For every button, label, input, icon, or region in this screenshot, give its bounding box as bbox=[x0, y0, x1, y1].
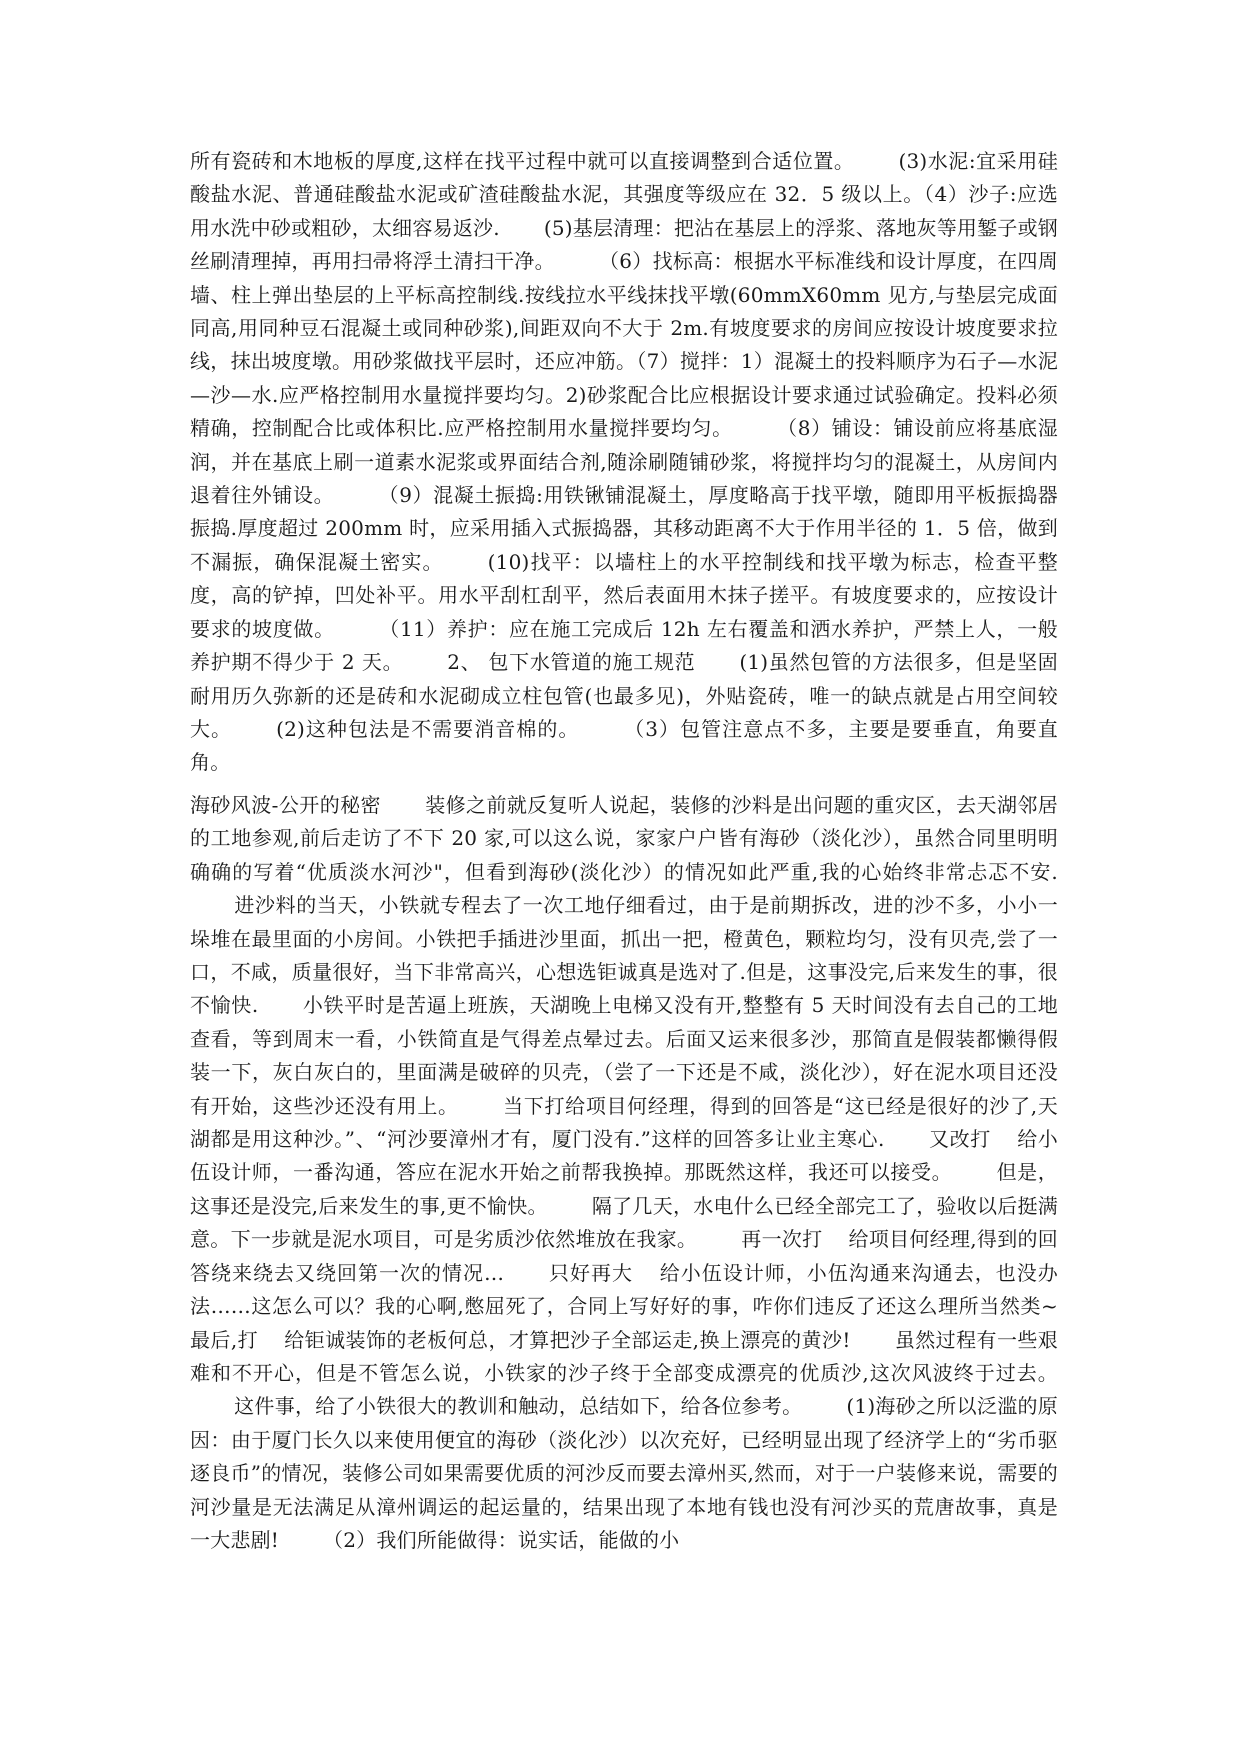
text-segment: 进沙料的当天，小铁就专程去了一次工地仔细看过，由于是前期拆改，进的沙不多，小小一垛堆在最里面的小房间。小铁把手插进沙里面，抓出一把，橙黄色，颗粒均匀，没有贝壳,尝了一口，不咸，质量很好，当下非常高兴，心想选钜诚真是选对了.但是，这事没完,后来发生的事，很不愉快. bbox=[190, 893, 1058, 1018]
text-segment: (3)水泥:宜采用硅酸盐水泥、普通硅酸盐水泥或矿渣硅酸盐水泥，其强度等级应在 32．5 级以上。（4）沙子:应选用水洗中砂或粗砂，太细容易返沙. bbox=[190, 149, 1058, 240]
text-segment: （3）包管注意点不多，主要是要垂直，角要直角。 bbox=[190, 716, 1058, 775]
text-segment: 隔了几天，水电什么已经全部完工了，验收以后挺满意。下一步就是泥水项目，可是劣质沙依然堆放在我家。 bbox=[190, 1193, 1059, 1252]
text-segment: （8）铺设：铺设前应将基底湿润，并在基底上刷一道素水泥浆或界面结合剂,随涂刷随铺砂浆，将搅拌均匀的混凝土，从房间内退着往外铺设。 bbox=[190, 416, 1058, 508]
text-segment: 给小伍设计师，小伍沟通来沟通去，也没办法……这怎么可以？我的心啊,憋屈死了，合同上写好好的事，咋你们违反了还这么理所当然类~最后,打 bbox=[190, 1260, 1058, 1352]
text-segment: （6）找标高：根据水平标准线和设计厚度，在四周墙、柱上弹出垫层的上平标高控制线.按线拉水平线抹找平墩(60mmX60mm 见方,与垫层完成面同高,用同种豆石混凝土或同种砂浆),间距双向不大于 2m.有坡度要求的房间应按设计坡度要求拉线，抹出坡度墩。用砂浆做找平层时，还应冲筋。（7）搅拌：1）混凝土的投料顺序为石子—水泥—沙—水.应严格控制用水量搅拌要均匀。2)砂浆配合比应根据设计要求通过试验确定。投料必须精确，控制配合比或体积比.应严格控制用水量搅拌要均匀。 bbox=[190, 249, 1058, 441]
text-segment: 小铁平时是苦逼上班族，天湖晚上电梯又没有开,整整有 5 天时间没有去自己的工地查看，等到周末一看，小铁简直是气得差点晕过去。后面又运来很多沙，那简直是假装都懒得假装一下，灰白灰白的，里面满是破碎的贝壳，（尝了一下还是不咸，淡化沙），好在泥水项目还没有开始，这些沙还没有用上。 bbox=[190, 993, 1058, 1118]
text-segment: 装修之前就反复听人说起，装修的沙料是出问题的重灾区，去天湖邻居的工地参观,前后走访了不下 20 家,可以这么说，家家户户皆有海砂（淡化沙），虽然合同里明明确确的写着“优质淡水河沙"，但看到海砂(淡化沙）的情况如此严重,我的心始终非常忐忑不安. bbox=[190, 793, 1058, 884]
text-segment: 给项目何经理,得到的回答绕来绕去又绕回第一次的情况… bbox=[190, 1227, 1058, 1285]
text-segment: 但是，这事还是没完,后来发生的事,更不愉快。 bbox=[190, 1160, 1058, 1218]
sea-sand-story-paragraph bbox=[190, 789, 1058, 1557]
text-segment: (1)虽然包管的方法很多，但是坚固耐用历久弥新的还是砖和水泥砌成立柱包管(也最多见)，外贴瓷砖，唯一的缺点就是占用空间较大。 bbox=[190, 650, 1058, 741]
text-segment: 只好再大 bbox=[548, 1260, 633, 1285]
text-segment: （2）我们所能做得：说实话，能做的小 bbox=[323, 1527, 680, 1552]
text-segment: 再一次打 bbox=[741, 1227, 823, 1252]
text-segment: (5)基层清理：把沾在基层上的浮浆、落地灰等用錾子或钢丝刷清理掉，再用扫帚将浮土清扫干净。 bbox=[190, 215, 1058, 274]
text-segment: （9）混凝土振捣:用铁锹铺混凝土，厚度略高于找平墩，随即用平板振捣器振捣.厚度超过 200mm 时，应采用插入式振捣器，其移动距离不大于作用半径的 1．5 倍，做到不漏振，确保混凝土密实。 bbox=[190, 483, 1059, 574]
text-segment: 所有瓷砖和木地板的厚度,这样在找平过程中就可以直接调整到合适位置。 bbox=[190, 149, 855, 173]
story-title: 海砂风波-公开的秘密 bbox=[190, 793, 381, 817]
text-segment: 又改打 bbox=[928, 1127, 991, 1152]
text-segment: (2)这种包法是不需要消音棉的。 bbox=[276, 716, 580, 741]
text-segment: （11）养护：应在施工完成后 12h 左右覆盖和洒水养护，严禁上人，一般养护期不得少于 2 天。 bbox=[190, 616, 1058, 675]
text-segment: 当下打给项目何经理，得到的回答是“这已经是很好的沙了,天湖都是用这种沙。”、“河沙要漳州才有，厦门没有.”这样的回答多让业主寒心. bbox=[190, 1093, 1058, 1152]
text-segment: 这件事，给了小铁很大的教训和触动，总结如下，给各位参考。 bbox=[234, 1394, 803, 1419]
text-segment: (10)找平：以墙柱上的水平控制线和找平墩为标志，检查平整度，高的铲掉，凹处补平。用水平刮杠刮平，然后表面用木抹子搓平。有坡度要求的，应按设计要求的坡度做。 bbox=[190, 549, 1058, 641]
text-segment: 给小伍设计师，一番沟通，答应在泥水开始之前帮我换掉。那既然这样，我还可以接受。 bbox=[190, 1127, 1058, 1185]
construction-spec-paragraph bbox=[190, 145, 1058, 780]
text-segment: 虽然过程有一些艰难和不开心，但是不管怎么说，小铁家的沙子终于全部变成漂亮的优质沙,这次风波终于过去。 bbox=[190, 1327, 1058, 1385]
section-heading: 2、 包下水管道的施工规范 bbox=[447, 650, 696, 675]
text-segment: (1)海砂之所以泛滥的原因：由于厦门长久以来使用便宜的海砂（淡化沙）以次充好，已经明显出现了经济学上的“劣币驱逐良币”的情况，装修公司如果需要优质的河沙反而要去漳州买,然而，对于一户装修来说，需要的河沙量是无法满足从漳州调运的起运量的，结果出现了本地有钱也没有河沙买的荒唐故事，真是一大悲剧! bbox=[190, 1394, 1058, 1552]
text-segment: 给钜诚装饰的老板何总，才算把沙子全部运走,换上漂亮的黄沙! bbox=[284, 1327, 851, 1352]
